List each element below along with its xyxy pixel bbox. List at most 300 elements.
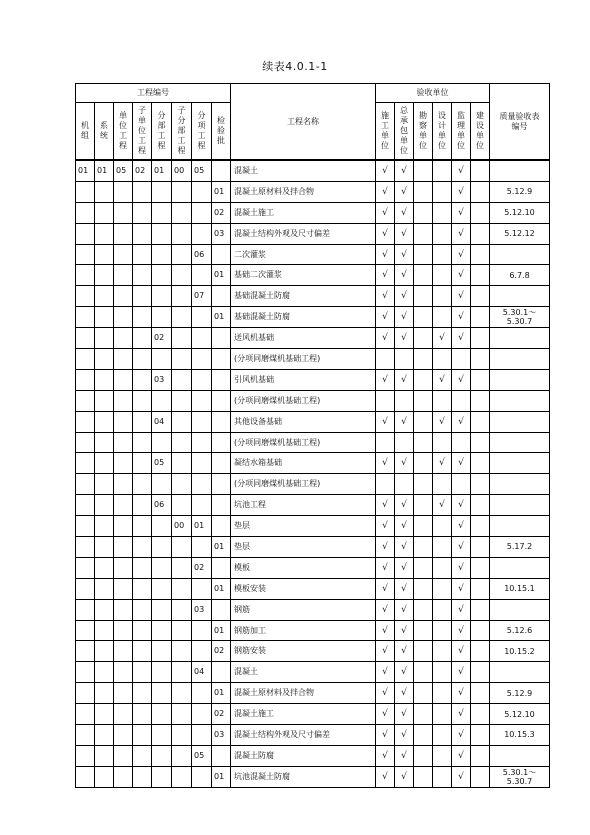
code-cell — [172, 411, 192, 432]
check-cell: √ — [433, 453, 452, 474]
code-cell — [192, 725, 212, 746]
code-cell — [192, 683, 212, 704]
code-cell — [95, 745, 114, 766]
code-cell — [152, 557, 172, 578]
check-cell: √ — [395, 411, 414, 432]
header-sub-division-col: 子分部工程 — [172, 103, 192, 161]
check-cell — [471, 495, 490, 516]
code-cell: 05 — [192, 745, 212, 766]
table-row — [76, 286, 550, 307]
header-unit-project-col: 单位工程 — [114, 103, 133, 161]
code-cell — [133, 244, 152, 265]
code-cell: 06 — [192, 244, 212, 265]
code-cell — [95, 202, 114, 223]
check-cell — [471, 474, 490, 495]
code-cell — [152, 181, 172, 202]
table-row — [76, 307, 550, 328]
check-cell: √ — [376, 725, 395, 746]
check-cell — [471, 244, 490, 265]
code-cell — [152, 578, 172, 599]
check-cell: √ — [395, 244, 414, 265]
header-general-contractor-col: 总承包单位 — [395, 103, 414, 161]
code-cell — [76, 181, 95, 202]
code-cell — [172, 599, 192, 620]
code-cell — [114, 349, 133, 370]
code-cell — [152, 704, 172, 725]
code-cell — [172, 453, 192, 474]
code-cell — [95, 725, 114, 746]
code-cell — [133, 557, 152, 578]
check-cell — [414, 683, 433, 704]
check-cell: √ — [452, 244, 471, 265]
code-cell — [133, 683, 152, 704]
check-cell: √ — [433, 495, 452, 516]
check-cell: √ — [376, 265, 395, 286]
code-cell: 01 — [212, 683, 231, 704]
code-cell — [152, 766, 172, 787]
project-name-cell: (分项同磨煤机基础工程) — [231, 432, 376, 453]
code-cell — [172, 286, 192, 307]
code-cell — [152, 662, 172, 683]
code-cell — [152, 202, 172, 223]
form-number-cell — [490, 244, 550, 265]
code-cell — [212, 244, 231, 265]
project-name-cell: 二次灌浆 — [231, 244, 376, 265]
code-cell — [192, 223, 212, 244]
code-cell — [172, 265, 192, 286]
check-cell: √ — [395, 537, 414, 558]
form-number-cell — [490, 160, 550, 181]
check-cell: √ — [376, 411, 395, 432]
check-cell — [452, 474, 471, 495]
code-cell — [192, 411, 212, 432]
table-row — [76, 641, 550, 662]
check-cell: √ — [395, 662, 414, 683]
check-cell: √ — [395, 202, 414, 223]
code-cell — [114, 704, 133, 725]
code-cell — [172, 369, 192, 390]
code-cell — [133, 390, 152, 411]
check-cell — [414, 432, 433, 453]
check-cell — [433, 202, 452, 223]
code-cell: 02 — [212, 202, 231, 223]
form-number-cell: 5.30.1～ 5.30.7 — [490, 766, 550, 787]
form-number-cell: 10.15.2 — [490, 641, 550, 662]
code-cell — [152, 432, 172, 453]
table-row — [76, 683, 550, 704]
check-cell — [452, 349, 471, 370]
code-cell — [95, 474, 114, 495]
form-number-cell — [490, 453, 550, 474]
check-cell — [414, 453, 433, 474]
code-cell — [172, 474, 192, 495]
code-cell — [212, 328, 231, 349]
check-cell — [471, 411, 490, 432]
code-cell — [114, 369, 133, 390]
project-name-cell: 基础二次灌浆 — [231, 265, 376, 286]
project-name-cell: 垫层 — [231, 537, 376, 558]
check-cell — [414, 516, 433, 537]
code-cell — [95, 537, 114, 558]
check-cell: √ — [452, 328, 471, 349]
code-cell: 01 — [212, 307, 231, 328]
check-cell: √ — [395, 704, 414, 725]
table-row — [76, 662, 550, 683]
check-cell: √ — [376, 620, 395, 641]
check-cell — [414, 766, 433, 787]
check-cell — [433, 516, 452, 537]
table-row — [76, 223, 550, 244]
code-cell — [76, 495, 95, 516]
check-cell: √ — [376, 557, 395, 578]
code-cell — [212, 411, 231, 432]
check-cell: √ — [376, 223, 395, 244]
code-cell — [95, 307, 114, 328]
check-cell — [395, 474, 414, 495]
check-cell — [471, 160, 490, 181]
code-cell: 01 — [212, 578, 231, 599]
code-cell — [192, 766, 212, 787]
code-cell: 07 — [192, 286, 212, 307]
table-row — [76, 537, 550, 558]
code-cell — [133, 328, 152, 349]
project-name-cell: 混凝土原材料及拌合物 — [231, 683, 376, 704]
code-cell — [133, 432, 152, 453]
code-cell — [133, 704, 152, 725]
check-cell: √ — [452, 578, 471, 599]
check-cell: √ — [376, 160, 395, 181]
form-number-cell: 5.12.10 — [490, 704, 550, 725]
code-cell — [172, 223, 192, 244]
form-number-cell — [490, 349, 550, 370]
code-cell: 02 — [152, 328, 172, 349]
code-cell — [152, 599, 172, 620]
form-number-cell — [490, 557, 550, 578]
check-cell — [414, 307, 433, 328]
code-cell — [152, 223, 172, 244]
check-cell: √ — [433, 369, 452, 390]
project-name-header: 工程名称 — [231, 84, 376, 161]
code-cell: 02 — [133, 160, 152, 181]
project-name-cell: (分项同磨煤机基础工程) — [231, 390, 376, 411]
code-cell: 01 — [152, 160, 172, 181]
project-name-cell: 混凝土原材料及拌合物 — [231, 181, 376, 202]
check-cell: √ — [452, 369, 471, 390]
project-name-cell: 混凝土施工 — [231, 202, 376, 223]
code-cell: 01 — [212, 265, 231, 286]
code-cell — [95, 766, 114, 787]
check-cell: √ — [376, 516, 395, 537]
project-name-cell: 混凝土施工 — [231, 704, 376, 725]
code-cell — [95, 453, 114, 474]
check-cell — [471, 432, 490, 453]
check-cell: √ — [452, 599, 471, 620]
code-cell — [95, 432, 114, 453]
code-cell — [114, 432, 133, 453]
code-cell — [76, 578, 95, 599]
check-cell: √ — [452, 745, 471, 766]
code-cell — [172, 578, 192, 599]
project-name-cell: 混凝土防腐 — [231, 745, 376, 766]
code-cell — [172, 202, 192, 223]
header-supervision-col: 监理单位 — [452, 103, 471, 161]
code-cell — [192, 495, 212, 516]
code-cell: 03 — [152, 369, 172, 390]
quality-form-header: 质量验收表编号 — [490, 84, 550, 161]
check-cell — [414, 474, 433, 495]
code-cell — [192, 453, 212, 474]
check-cell: √ — [395, 223, 414, 244]
code-cell — [114, 557, 133, 578]
code-cell — [152, 516, 172, 537]
form-number-cell — [490, 286, 550, 307]
code-cell — [192, 432, 212, 453]
header-unit-col: 机组 — [76, 103, 95, 161]
check-cell: √ — [452, 620, 471, 641]
check-cell — [471, 641, 490, 662]
code-cell — [192, 390, 212, 411]
table-row — [76, 725, 550, 746]
code-cell — [114, 766, 133, 787]
code-cell — [76, 369, 95, 390]
code-cell — [114, 578, 133, 599]
form-number-cell: 5.12.6 — [490, 620, 550, 641]
check-cell: √ — [433, 328, 452, 349]
code-cell — [192, 704, 212, 725]
check-cell: √ — [395, 181, 414, 202]
check-cell — [471, 745, 490, 766]
code-cell — [133, 662, 152, 683]
code-cell — [212, 349, 231, 370]
check-cell — [471, 265, 490, 286]
project-name-cell: (分项同磨煤机基础工程) — [231, 474, 376, 495]
check-cell: √ — [395, 369, 414, 390]
check-cell: √ — [376, 181, 395, 202]
check-cell: √ — [452, 307, 471, 328]
check-cell — [414, 369, 433, 390]
form-number-cell: 10.15.3 — [490, 725, 550, 746]
table-row — [76, 328, 550, 349]
code-cell — [76, 307, 95, 328]
project-name-cell: 坑池工程 — [231, 495, 376, 516]
check-cell — [414, 181, 433, 202]
code-cell — [114, 223, 133, 244]
code-cell — [95, 411, 114, 432]
code-cell: 01 — [212, 181, 231, 202]
check-cell: √ — [376, 537, 395, 558]
check-cell — [471, 516, 490, 537]
check-cell — [471, 202, 490, 223]
code-cell: 00 — [172, 516, 192, 537]
code-cell — [76, 516, 95, 537]
code-cell — [212, 474, 231, 495]
code-cell — [212, 662, 231, 683]
code-cell — [212, 745, 231, 766]
check-cell: √ — [376, 202, 395, 223]
code-cell — [76, 662, 95, 683]
check-cell — [414, 495, 433, 516]
check-cell: √ — [395, 453, 414, 474]
check-cell: √ — [452, 160, 471, 181]
check-cell: √ — [452, 411, 471, 432]
code-cell — [76, 745, 95, 766]
check-cell: √ — [395, 745, 414, 766]
code-cell: 00 — [172, 160, 192, 181]
code-cell — [133, 349, 152, 370]
check-cell: √ — [376, 766, 395, 787]
code-cell — [114, 599, 133, 620]
code-cell: 03 — [212, 223, 231, 244]
code-cell: 03 — [212, 725, 231, 746]
code-cell — [133, 453, 152, 474]
check-cell — [433, 641, 452, 662]
check-cell: √ — [376, 745, 395, 766]
code-cell — [172, 704, 192, 725]
form-number-cell — [490, 328, 550, 349]
code-cell — [152, 286, 172, 307]
code-cell — [133, 474, 152, 495]
table-row — [76, 390, 550, 411]
code-cell — [95, 704, 114, 725]
check-cell — [414, 286, 433, 307]
header-division-col: 分部工程 — [152, 103, 172, 161]
check-cell: √ — [376, 578, 395, 599]
form-number-cell: 5.12.12 — [490, 223, 550, 244]
code-cell — [76, 453, 95, 474]
table-row — [76, 265, 550, 286]
code-cell: 02 — [212, 641, 231, 662]
code-cell: 05 — [152, 453, 172, 474]
check-cell: √ — [452, 202, 471, 223]
code-cell — [152, 265, 172, 286]
code-cell — [95, 641, 114, 662]
check-cell — [433, 223, 452, 244]
check-cell — [395, 390, 414, 411]
code-cell — [212, 557, 231, 578]
code-cell: 05 — [114, 160, 133, 181]
check-cell: √ — [376, 662, 395, 683]
check-cell — [433, 557, 452, 578]
check-cell — [414, 411, 433, 432]
header-survey-col: 勘察单位 — [414, 103, 433, 161]
code-cell — [76, 223, 95, 244]
code-cell: 02 — [212, 704, 231, 725]
check-cell: √ — [452, 725, 471, 746]
check-cell — [395, 432, 414, 453]
code-cell — [95, 662, 114, 683]
check-cell: √ — [376, 369, 395, 390]
check-cell: √ — [452, 265, 471, 286]
code-cell — [192, 578, 212, 599]
code-cell — [152, 725, 172, 746]
check-cell — [433, 766, 452, 787]
check-cell — [414, 620, 433, 641]
code-cell — [95, 516, 114, 537]
project-name-cell: 送风机基础 — [231, 328, 376, 349]
check-cell — [395, 349, 414, 370]
code-cell — [114, 537, 133, 558]
code-cell — [133, 599, 152, 620]
code-cell — [172, 244, 192, 265]
code-cell — [152, 349, 172, 370]
code-cell — [133, 745, 152, 766]
code-cell — [76, 557, 95, 578]
header-sub-unit-project-col: 子单位工程 — [133, 103, 152, 161]
code-cell — [76, 620, 95, 641]
check-cell — [414, 328, 433, 349]
project-name-cell: 混凝土结构外观及尺寸偏差 — [231, 223, 376, 244]
code-cell — [76, 599, 95, 620]
check-cell — [414, 160, 433, 181]
check-cell: √ — [395, 516, 414, 537]
form-number-cell — [490, 411, 550, 432]
code-cell — [152, 537, 172, 558]
code-cell — [114, 516, 133, 537]
check-cell — [433, 349, 452, 370]
code-cell — [172, 390, 192, 411]
header-contractor-col: 施工单位 — [376, 103, 395, 161]
table-row — [76, 557, 550, 578]
code-cell — [76, 349, 95, 370]
code-cell — [172, 641, 192, 662]
check-cell: √ — [452, 286, 471, 307]
code-cell — [76, 704, 95, 725]
code-cell — [192, 328, 212, 349]
check-cell — [414, 704, 433, 725]
check-cell: √ — [395, 766, 414, 787]
code-cell: 04 — [192, 662, 212, 683]
code-cell — [114, 202, 133, 223]
project-name-cell: 混凝土 — [231, 160, 376, 181]
code-cell — [172, 181, 192, 202]
code-cell — [114, 307, 133, 328]
check-cell — [471, 307, 490, 328]
code-cell — [76, 265, 95, 286]
project-name-cell: 凝结水箱基础 — [231, 453, 376, 474]
check-cell — [433, 390, 452, 411]
form-number-cell — [490, 745, 550, 766]
code-cell — [133, 620, 152, 641]
check-cell: √ — [452, 453, 471, 474]
check-cell — [433, 265, 452, 286]
check-cell — [433, 160, 452, 181]
check-cell — [414, 599, 433, 620]
check-cell: √ — [395, 286, 414, 307]
code-cell — [95, 599, 114, 620]
code-cell: 03 — [192, 599, 212, 620]
check-cell — [452, 390, 471, 411]
check-cell: √ — [395, 641, 414, 662]
form-number-cell — [490, 662, 550, 683]
check-cell — [471, 620, 490, 641]
code-cell — [192, 474, 212, 495]
form-number-cell — [490, 599, 550, 620]
check-cell — [414, 745, 433, 766]
check-cell: √ — [452, 516, 471, 537]
code-cell: 01 — [95, 160, 114, 181]
check-cell — [414, 265, 433, 286]
code-cell — [114, 286, 133, 307]
code-cell — [172, 662, 192, 683]
code-cell — [76, 286, 95, 307]
project-name-cell: 其他设备基础 — [231, 411, 376, 432]
check-cell — [433, 307, 452, 328]
check-cell — [471, 599, 490, 620]
code-cell — [212, 453, 231, 474]
form-number-cell — [490, 390, 550, 411]
header-system-col: 系统 — [95, 103, 114, 161]
check-cell — [433, 181, 452, 202]
